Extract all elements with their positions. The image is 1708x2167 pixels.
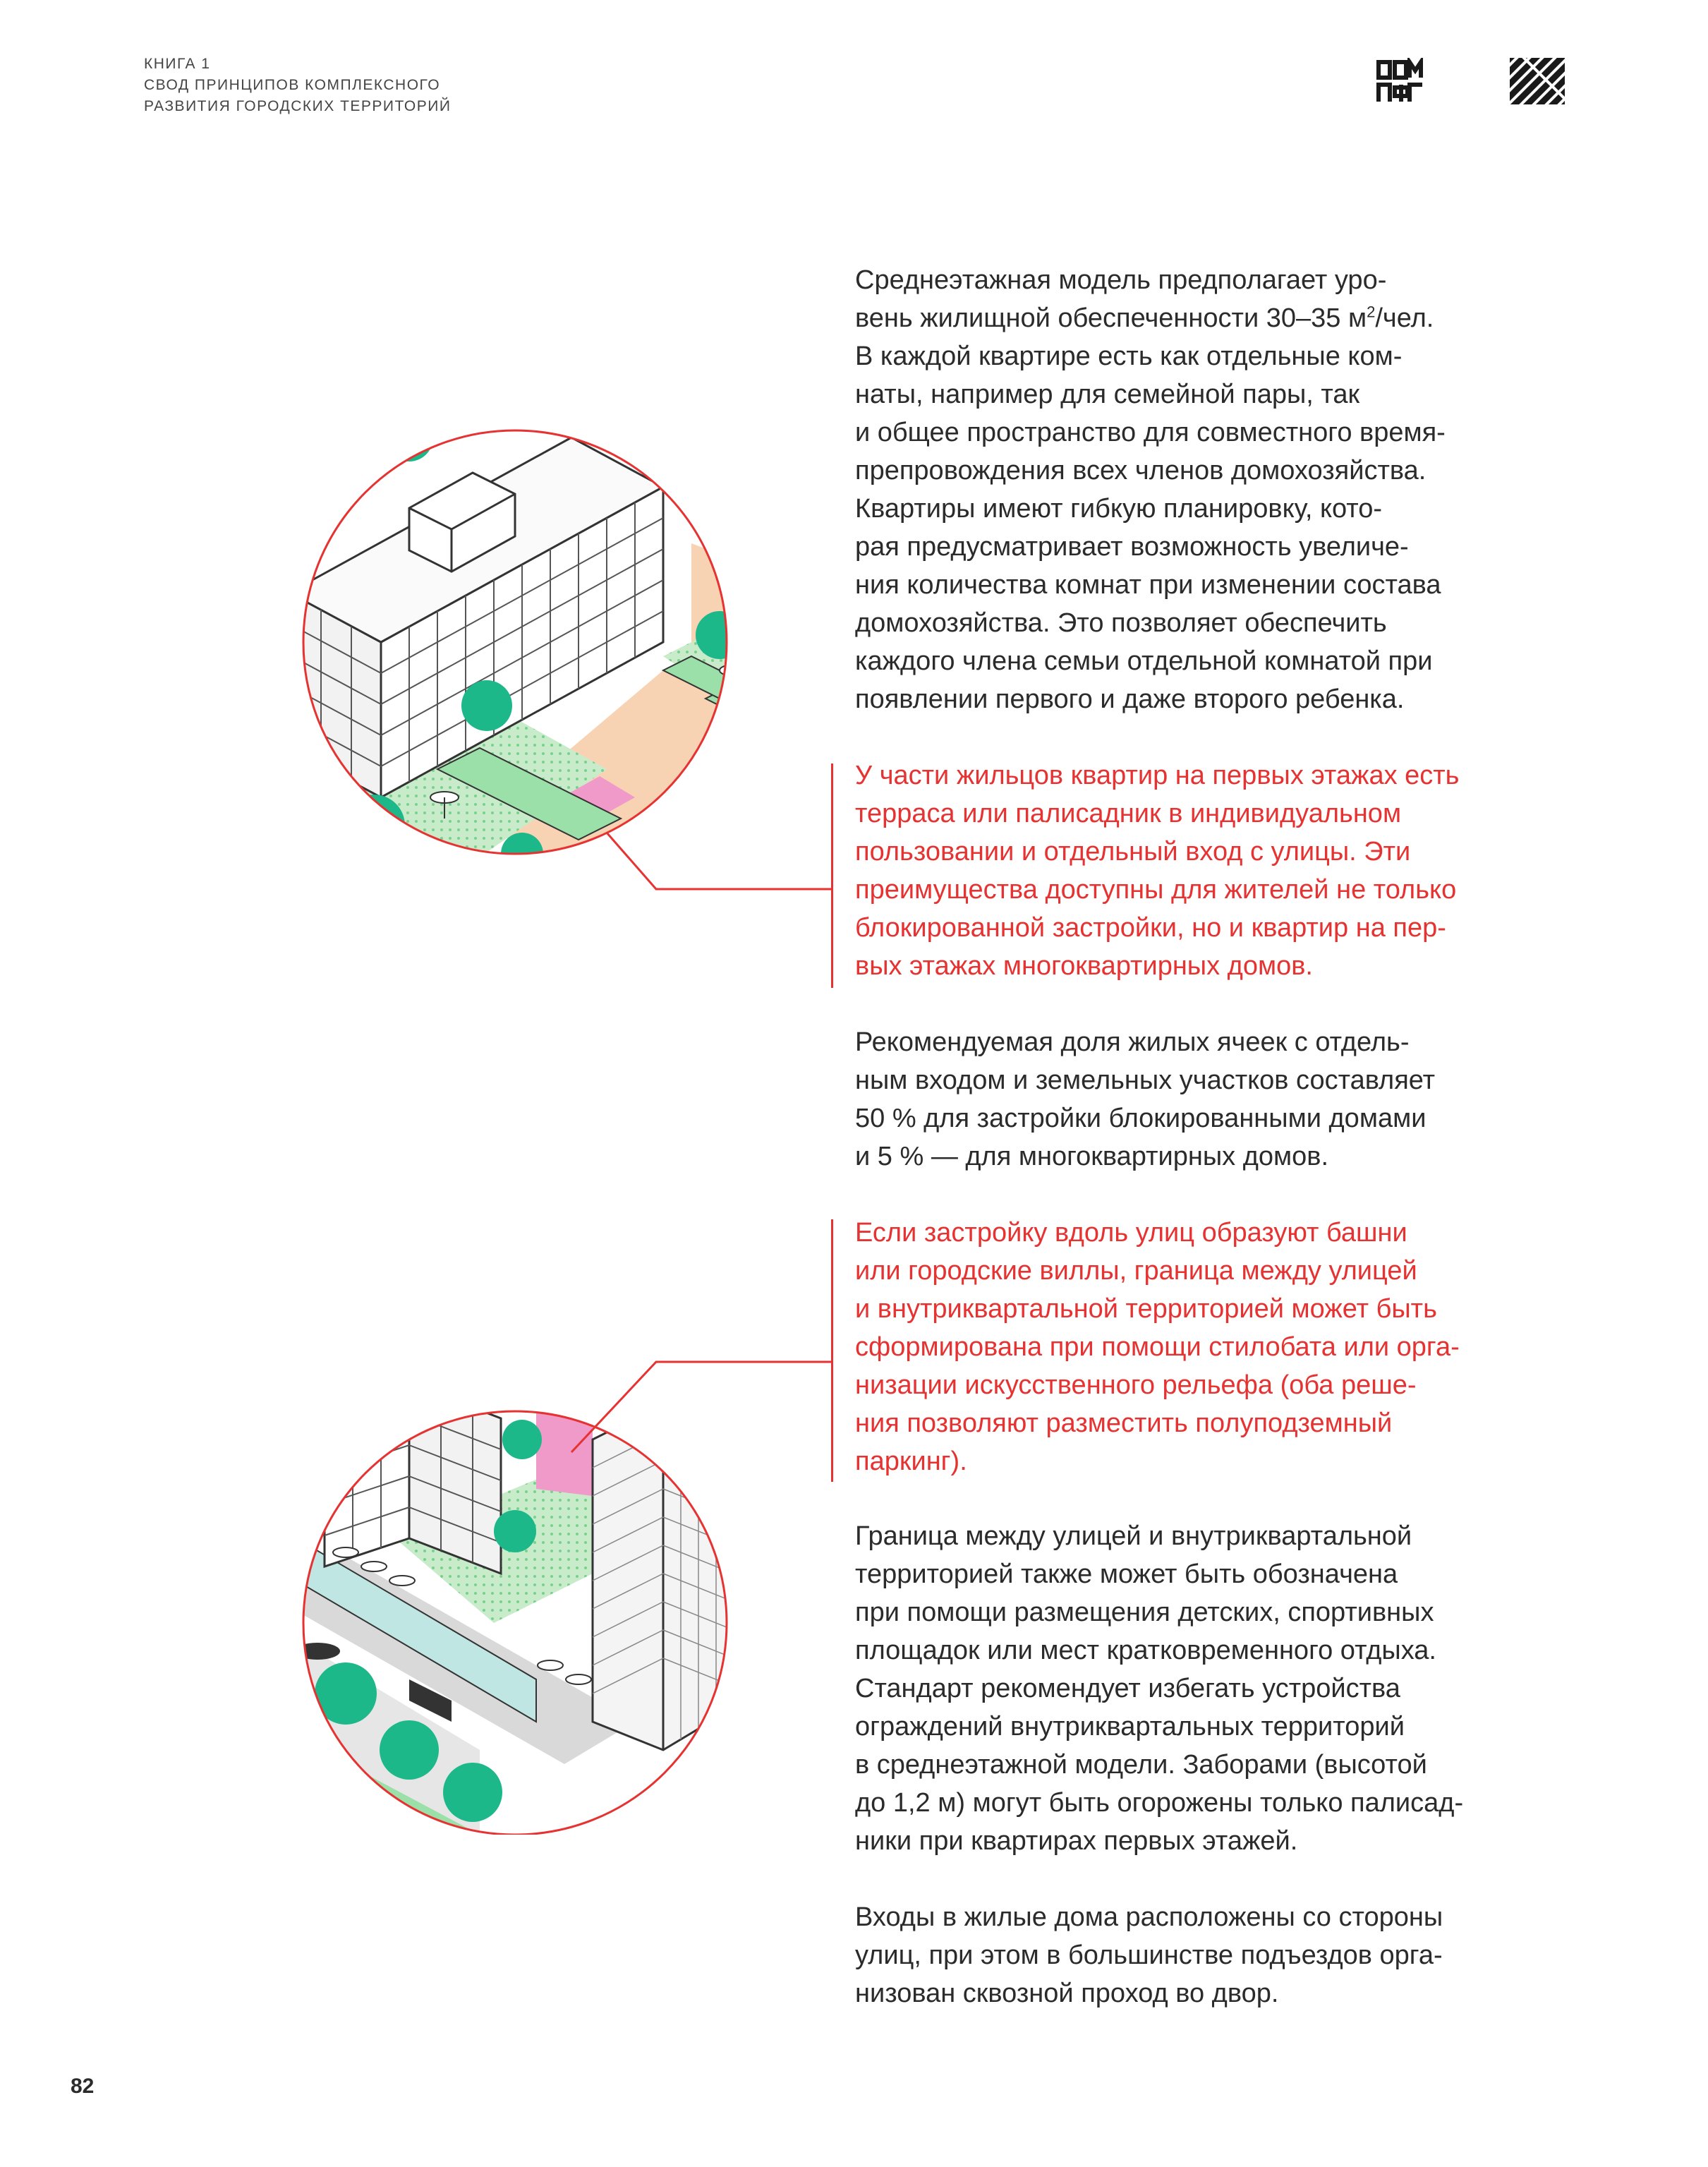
text-line: Квартиры имеют гибкую планировку, кото- bbox=[855, 494, 1383, 524]
text-line: наты, например для семейной пары, так bbox=[855, 380, 1360, 409]
text-line: и 5 % — для многоквартирных домов. bbox=[855, 1142, 1329, 1171]
text-line: появлении первого и даже второго ребенка. bbox=[855, 684, 1405, 714]
paragraph-2-highlight bbox=[855, 756, 1568, 985]
dom-rf-logo bbox=[1376, 58, 1425, 104]
text-line: каждого члена семьи отдельной комнатой при bbox=[855, 646, 1433, 676]
text-line: препровождения всех членов домохозяйства. bbox=[855, 456, 1427, 485]
paragraph-5 bbox=[855, 1517, 1568, 1860]
header-line-1: КНИГА 1 bbox=[144, 56, 211, 72]
street-illustration bbox=[268, 1327, 889, 1835]
paragraph-1 bbox=[855, 261, 1568, 718]
text-line: домохозяйства. Это позволяет обеспечить bbox=[855, 608, 1387, 638]
text-line: Рекомендуемая доля жилых ячеек с отдель- bbox=[855, 1027, 1410, 1057]
paragraph-3 bbox=[855, 1023, 1568, 1176]
paragraph-4-highlight bbox=[855, 1214, 1568, 1480]
text-line: Входы в жилые дома расположены со стороны bbox=[855, 1902, 1443, 1932]
text-line: улиц, при этом в большинстве подъездов орга- bbox=[855, 1940, 1443, 1970]
text-line: в среднеэтажной модели. Заборами (высотой bbox=[855, 1750, 1427, 1780]
text-line: ники при квартирах первых этажей. bbox=[855, 1826, 1298, 1856]
text-line: ным входом и земельных участков составляет bbox=[855, 1066, 1436, 1095]
text-line: вень жилищной обеспеченности 30–35 $м^2$/чел. bbox=[855, 303, 1434, 333]
text-line: ния позволяют разместить полуподземный bbox=[855, 1408, 1393, 1438]
book-header bbox=[144, 54, 451, 117]
text-line: и внутриквартальной территорией может быть bbox=[855, 1294, 1437, 1324]
text-line: 50 % для застройки блокированными домами bbox=[855, 1104, 1427, 1133]
text-line: сформирована при помощи стилобата или орга- bbox=[855, 1332, 1460, 1362]
text-line: В каждой квартире есть как отдельные ком- bbox=[855, 342, 1403, 371]
text-line: и общее пространство для совместного время- bbox=[855, 418, 1446, 447]
page-number: 82 bbox=[71, 2075, 95, 2098]
stripes-logo-icon bbox=[1510, 58, 1565, 104]
text-line: или городские виллы, граница между улицей bbox=[855, 1256, 1417, 1286]
text-line: У части жильцов квартир на первых этажах есть bbox=[855, 761, 1460, 790]
accent-bar-1 bbox=[831, 763, 833, 988]
text-line: ограждений внутриквартальных территорий bbox=[855, 1712, 1405, 1742]
text-line: низован сквозной проход во двор. bbox=[855, 1979, 1279, 2008]
text-line: Стандарт рекомендует избегать устройства bbox=[855, 1674, 1400, 1703]
text-line: территорией также может быть обозначена bbox=[855, 1559, 1398, 1589]
text-line: вых этажах многоквартирных домов. bbox=[855, 951, 1313, 981]
text-line: паркинг). bbox=[855, 1447, 967, 1476]
text-line: преимущества доступны для жителей не только bbox=[855, 875, 1457, 905]
text-line: низации искусственного рельефа (оба реше- bbox=[855, 1370, 1417, 1400]
text-line: площадок или мест кратковременного отдыха. bbox=[855, 1636, 1436, 1665]
text-line: рая предусматривает возможность увеличе- bbox=[855, 532, 1409, 562]
text-line: до 1,2 м) могут быть огорожены только палисад- bbox=[855, 1788, 1464, 1818]
header-line-3: РАЗВИТИЯ ГОРОДСКИХ ТЕРРИТОРИЙ bbox=[144, 98, 452, 114]
paragraph-6 bbox=[855, 1898, 1568, 2012]
text-line: Если застройку вдоль улиц образуют башни bbox=[855, 1218, 1407, 1248]
text-line: блокированной застройки, но и квартир на пер- bbox=[855, 913, 1446, 943]
accent-bar-2 bbox=[831, 1219, 833, 1482]
header-line-2: СВОД ПРИНЦИПОВ КОМПЛЕКСНОГО bbox=[144, 77, 441, 93]
courtyard-illustration bbox=[268, 402, 889, 896]
text-line: Среднеэтажная модель предполагает уро- bbox=[855, 265, 1387, 295]
text-line: Граница между улицей и внутриквартальной bbox=[855, 1521, 1412, 1551]
text-line: пользовании и отдельный вход с улицы. Эти bbox=[855, 837, 1411, 867]
text-line: терраса или палисадник в индивидуальном bbox=[855, 799, 1402, 828]
text-line: при помощи размещения детских, спортивных bbox=[855, 1598, 1434, 1627]
text-line: ния количества комнат при изменении состава bbox=[855, 570, 1441, 600]
